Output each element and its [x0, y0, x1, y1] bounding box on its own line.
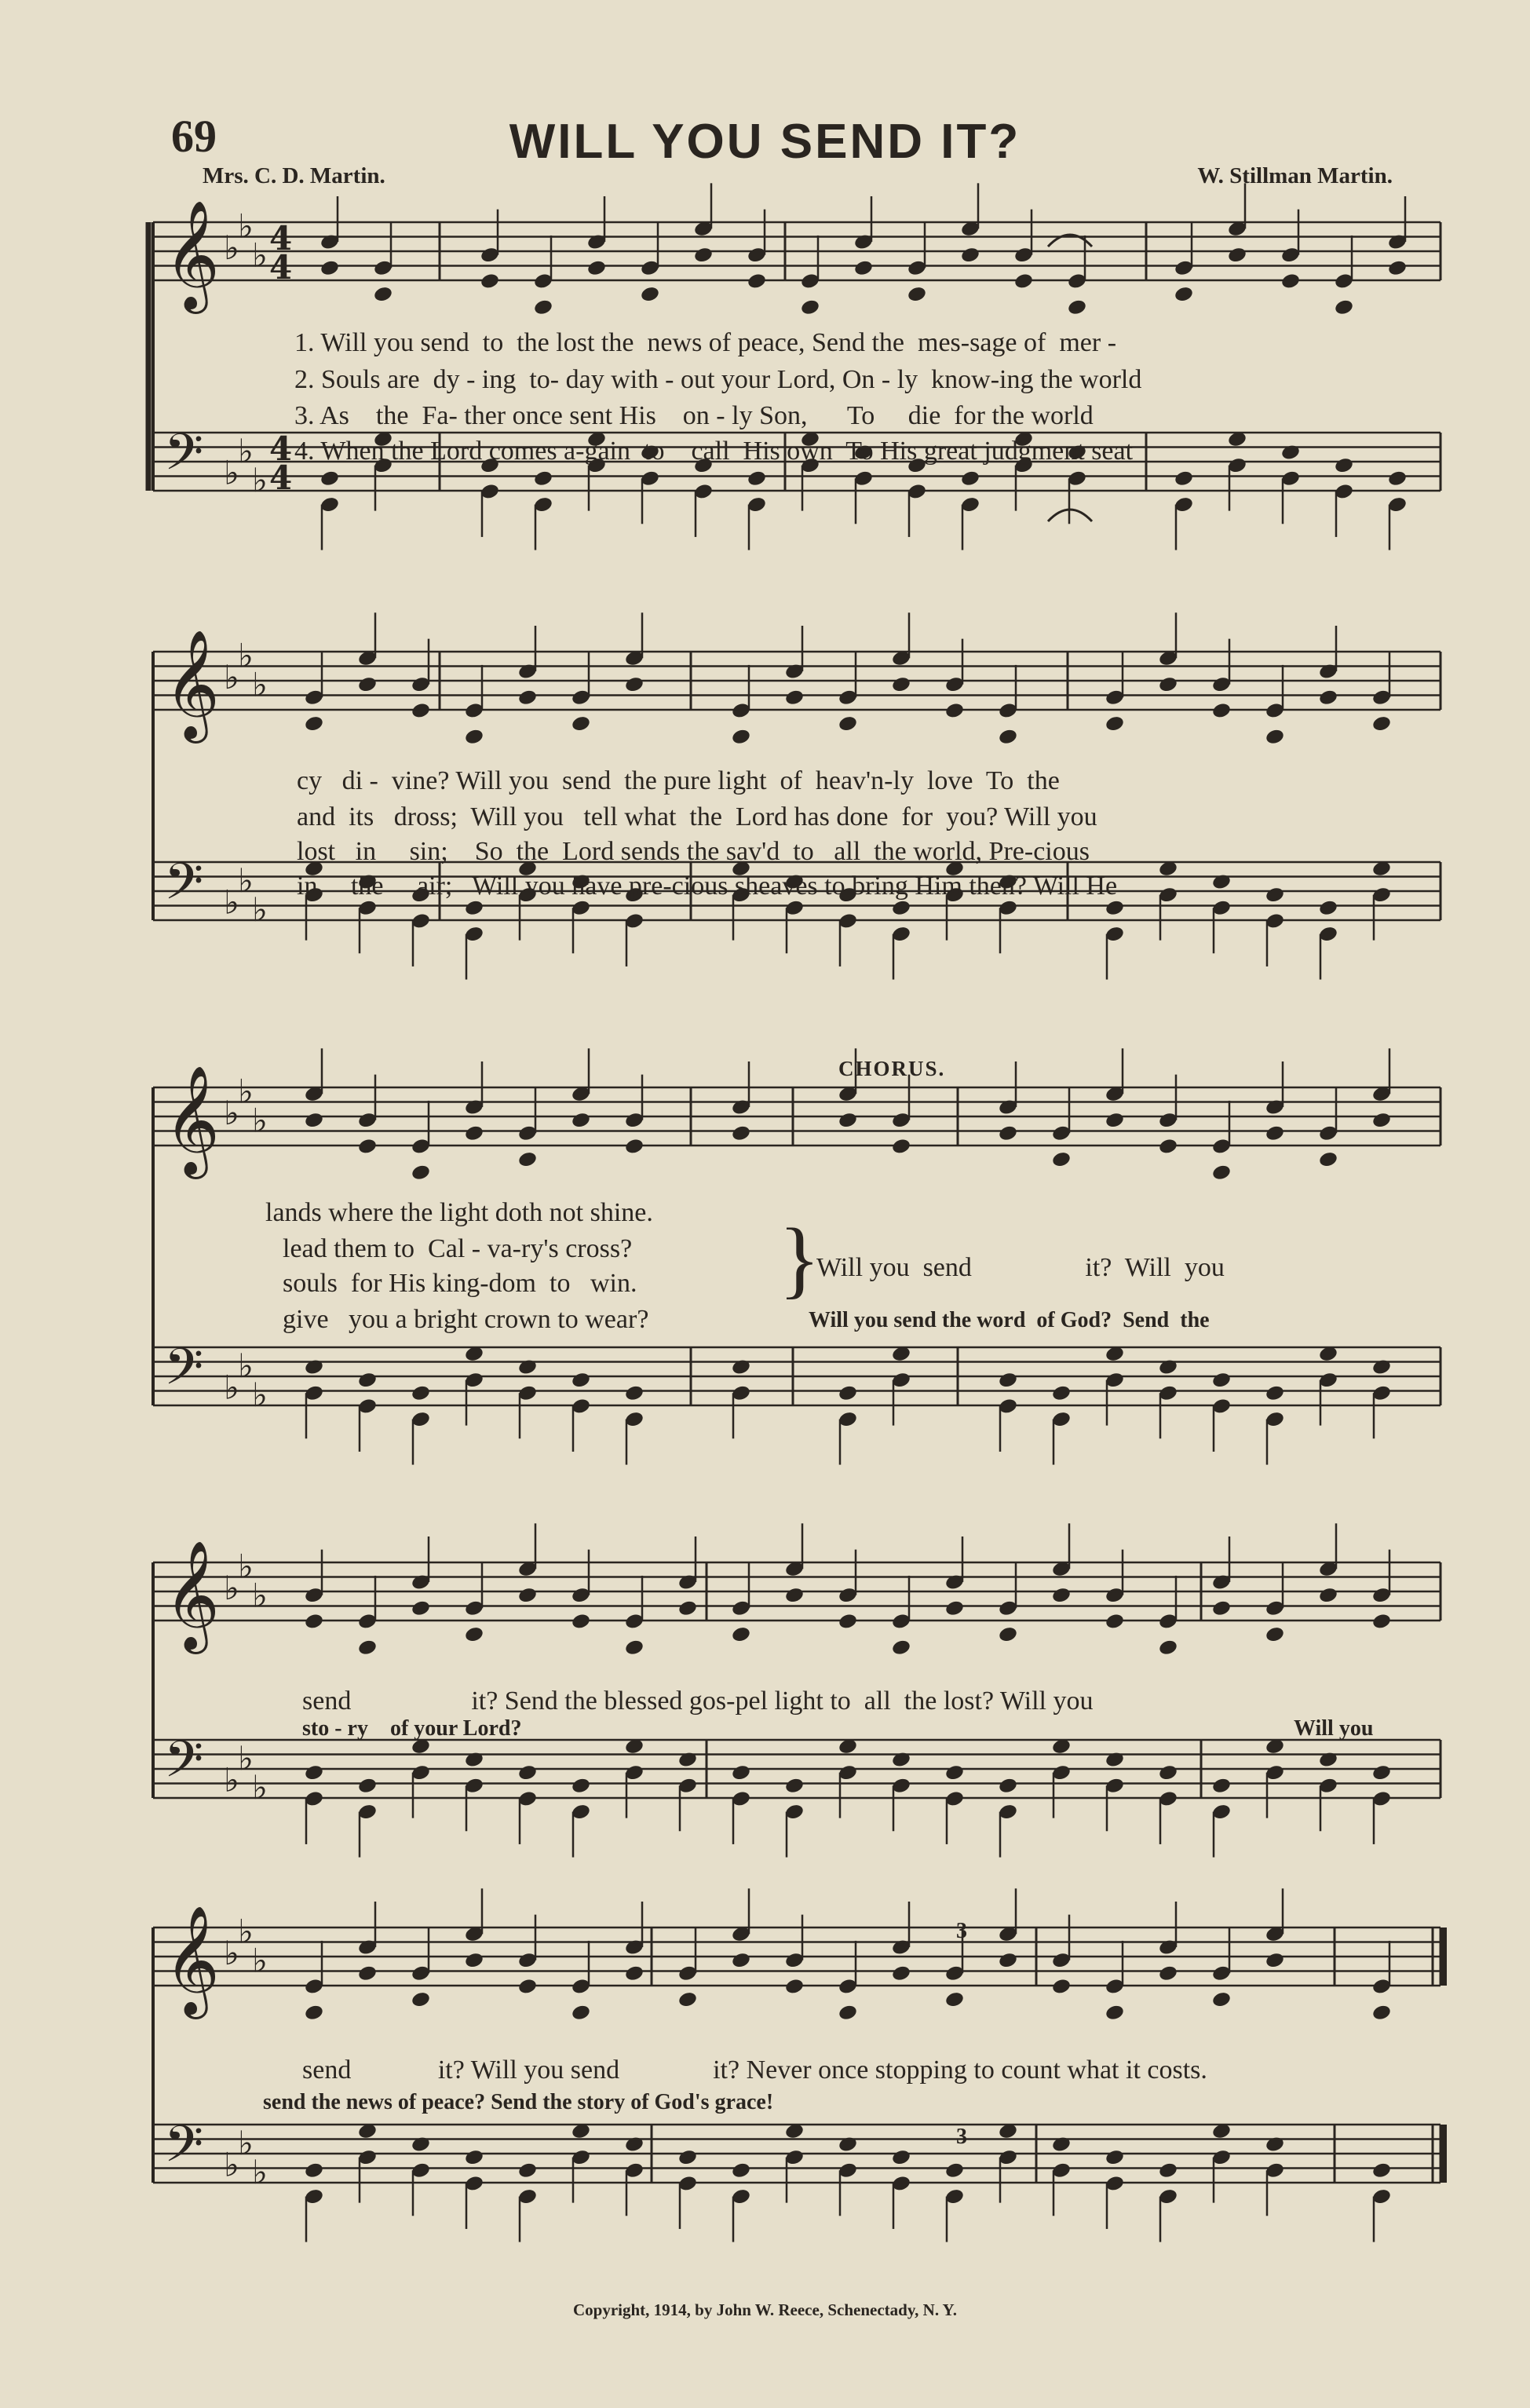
flat-sign: ♭ [252, 236, 268, 275]
notehead [1265, 728, 1285, 746]
notehead [677, 1599, 698, 1617]
notehead [891, 2148, 911, 2166]
flat-sign: ♭ [252, 1576, 268, 1615]
flat-sign: ♭ [252, 890, 268, 929]
flat-sign: ♭ [252, 460, 268, 499]
flat-sign: ♭ [224, 1760, 239, 1800]
hymn-title: WILL YOU SEND IT? [509, 115, 1021, 169]
notehead [944, 2161, 965, 2180]
notehead [1051, 1978, 1072, 1996]
notehead [677, 2148, 698, 2166]
treble-clef: 𝄞 [164, 1540, 220, 1650]
treble-clef: 𝄞 [164, 200, 220, 309]
notehead [304, 1358, 324, 1376]
time-signature: 4 [269, 429, 293, 468]
notehead [677, 1990, 698, 2008]
notehead [838, 2136, 858, 2154]
notehead [891, 1751, 911, 1769]
verse-2-line-3: lead them to Cal - va-ry's cross? [283, 1234, 633, 1263]
notehead [998, 728, 1018, 746]
notehead [998, 1951, 1018, 1969]
notehead [624, 2136, 644, 2154]
verse-3-line-1: 3. As the Fa- ther once sent His on - ly Son, To die for the world [294, 401, 1094, 430]
notehead [1105, 1111, 1125, 1129]
bass-clef: 𝄢 [164, 1338, 204, 1409]
notehead [304, 1111, 324, 1129]
notehead [624, 675, 644, 693]
notehead [1371, 1763, 1392, 1781]
notehead [747, 470, 767, 488]
verse-1-line-2: cy di - vine? Will you send the pure light of heav'n-ly love To the [297, 766, 1060, 795]
notehead [1158, 1763, 1178, 1781]
notehead [800, 298, 820, 316]
notehead [1265, 1951, 1285, 1969]
verse-1-line-3: lands where the light doth not shine. [265, 1198, 653, 1227]
notehead [480, 272, 500, 290]
flat-sign: ♭ [238, 1346, 254, 1385]
notehead [304, 1763, 324, 1781]
notehead [517, 1763, 538, 1781]
bass-clef: 𝄢 [164, 2115, 204, 2187]
notehead [1280, 272, 1301, 290]
notehead [464, 1124, 484, 1142]
notehead [1265, 1625, 1285, 1643]
notehead [533, 298, 553, 316]
notehead [998, 1777, 1018, 1795]
chorus-soprano-line-1: Will you send it? Will you [816, 1253, 1225, 1282]
notehead [1051, 1384, 1072, 1402]
notehead [891, 1138, 911, 1156]
notehead [517, 2161, 538, 2180]
notehead [891, 675, 911, 693]
notehead [907, 285, 927, 303]
notehead [571, 714, 591, 733]
composer-credit: W. Stillman Martin. [1197, 163, 1393, 188]
notehead [357, 1138, 378, 1156]
chorus-soprano-line-3: send it? Will you send it? Never once stopping to count what it costs. [302, 2055, 1207, 2085]
notehead [464, 1951, 484, 1969]
flat-sign: ♭ [238, 1547, 254, 1586]
notehead [731, 1124, 751, 1142]
copyright-notice: Copyright, 1914, by John W. Reece, Schenectady, N. Y. [572, 2300, 958, 2319]
notehead [464, 899, 484, 917]
notehead [944, 1990, 965, 2008]
notehead [1158, 2161, 1178, 2180]
bass-clef: 𝄢 [164, 853, 204, 924]
notehead [1334, 456, 1354, 474]
verse-3-line-3: souls for His king-dom to win. [283, 1269, 637, 1298]
notehead [1105, 899, 1125, 917]
notehead [677, 1751, 698, 1769]
notehead [731, 1358, 751, 1376]
notehead [1158, 1358, 1178, 1376]
notehead [304, 714, 324, 733]
notehead [624, 1384, 644, 1402]
flat-sign: ♭ [252, 1767, 268, 1807]
notehead [517, 1586, 538, 1604]
flat-sign: ♭ [224, 658, 239, 696]
notehead [853, 259, 874, 277]
notehead [1371, 1111, 1392, 1129]
notehead [891, 899, 911, 917]
flat-sign: ♭ [224, 453, 239, 492]
notehead [1318, 689, 1338, 707]
flat-sign: ♭ [224, 1569, 239, 1607]
notehead [304, 2004, 324, 2022]
notehead [960, 470, 980, 488]
notehead [464, 728, 484, 746]
notehead [624, 1639, 644, 1657]
chorus-bass-line-3: send the news of peace? Send the story of God's grace! [263, 2090, 774, 2114]
notehead [517, 689, 538, 707]
notehead [838, 2004, 858, 2022]
flat-sign: ♭ [224, 882, 239, 922]
notehead [838, 1613, 858, 1631]
chorus-soprano-line-2: send it? Send the blessed gos-pel light to all the lost? Will you [302, 1686, 1094, 1716]
notehead [944, 1599, 965, 1617]
notehead [464, 1751, 484, 1769]
flat-sign: ♭ [252, 1101, 268, 1140]
notehead [357, 675, 378, 693]
notehead [1105, 1613, 1125, 1631]
notehead [1051, 2136, 1072, 2154]
notehead [1318, 899, 1338, 917]
notehead [1371, 714, 1392, 733]
flat-sign: ♭ [224, 1368, 239, 1407]
bass-clef: 𝄢 [164, 423, 204, 495]
notehead [1387, 470, 1408, 488]
notehead [586, 259, 607, 277]
notehead [411, 2136, 431, 2154]
notehead [571, 1371, 591, 1389]
notehead [304, 2161, 324, 2180]
flat-sign: ♭ [224, 2145, 239, 2184]
notehead [1318, 1751, 1338, 1769]
notehead [998, 1371, 1018, 1389]
notehead [357, 1639, 378, 1657]
notehead [1318, 1586, 1338, 1604]
notehead [571, 1111, 591, 1129]
notehead [1211, 702, 1232, 720]
notehead [1371, 2004, 1392, 2022]
notehead [1265, 1384, 1285, 1402]
notehead [1211, 1164, 1232, 1182]
time-signature: 4 [269, 219, 293, 258]
notehead [304, 1613, 324, 1631]
notehead [1265, 886, 1285, 904]
flat-sign: ♭ [238, 1072, 254, 1111]
notehead [960, 246, 980, 264]
notehead [1280, 444, 1301, 462]
notehead [624, 1964, 644, 1982]
notehead [784, 1586, 805, 1604]
chorus-bass-line-2-end: Will you [1294, 1716, 1374, 1741]
notehead [571, 2004, 591, 2022]
notehead [1211, 1777, 1232, 1795]
notehead [357, 1964, 378, 1982]
notehead [731, 1763, 751, 1781]
flat-sign: ♭ [252, 665, 268, 704]
notehead [891, 1639, 911, 1657]
notehead [731, 1625, 751, 1643]
notehead [640, 285, 660, 303]
notehead [731, 1951, 751, 1969]
notehead [517, 1150, 538, 1168]
notehead [1265, 2136, 1285, 2154]
notehead [1051, 1586, 1072, 1604]
treble-clef: 𝄞 [164, 1906, 220, 2015]
chorus-bass-line-1: Will you send the word of God? Send the [809, 1308, 1210, 1332]
notehead [998, 1124, 1018, 1142]
notehead [1371, 2161, 1392, 2180]
hymn-number: 69 [171, 111, 217, 162]
notehead [1158, 1138, 1178, 1156]
notehead [320, 259, 340, 277]
notehead [747, 272, 767, 290]
verse-3-line-2: lost in sin; So the Lord sends the sav'd to all the world, Pre-cious [297, 837, 1090, 866]
treble-clef: 𝄞 [164, 1065, 220, 1175]
notehead [1051, 1150, 1072, 1168]
verse-1-line-1: 1. Will you send to the lost the news of peace, Send the mes-sage of mer - [294, 328, 1117, 357]
notehead [411, 1384, 431, 1402]
notehead [1334, 298, 1354, 316]
verse-4-line-1: 4. When the Lord comes a-gain to call His own To His great judgment seat [294, 437, 1134, 466]
notehead [373, 285, 393, 303]
notehead [1211, 1599, 1232, 1617]
notehead [464, 1625, 484, 1643]
notehead [731, 728, 751, 746]
notehead [838, 1111, 858, 1129]
notehead [693, 246, 714, 264]
flat-sign: ♭ [238, 636, 254, 675]
notehead [533, 470, 553, 488]
flat-sign: ♭ [238, 206, 254, 246]
flat-sign: ♭ [252, 1941, 268, 1980]
notehead [1013, 272, 1034, 290]
notehead [1318, 1150, 1338, 1168]
notehead [1227, 246, 1247, 264]
notehead [1265, 1124, 1285, 1142]
verse-2-line-1: 2. Souls are dy - ing to- day with - out your Lord, On - ly know-ing the world [294, 365, 1142, 394]
notehead [784, 1978, 805, 1996]
flat-sign: ♭ [238, 431, 254, 470]
notehead [1371, 1358, 1392, 1376]
notehead [411, 1599, 431, 1617]
notehead [1371, 1613, 1392, 1631]
notehead [838, 1384, 858, 1402]
treble-clef: 𝄞 [164, 630, 220, 739]
notehead [784, 1777, 805, 1795]
notehead [1211, 873, 1232, 891]
notehead [411, 1164, 431, 1182]
notehead [571, 1613, 591, 1631]
notehead [517, 1978, 538, 1996]
notehead [320, 470, 340, 488]
notehead [571, 1777, 591, 1795]
verse-2-line-2: and its dross; Will you tell what the Lord has done for you? Will you [297, 802, 1097, 831]
notehead [1158, 1964, 1178, 1982]
notehead [411, 702, 431, 720]
notehead [464, 2148, 484, 2166]
flat-sign: ♭ [238, 1912, 254, 1951]
notehead [1105, 1751, 1125, 1769]
notehead [517, 1358, 538, 1376]
notehead [1105, 2004, 1125, 2022]
notehead [784, 689, 805, 707]
flat-sign: ♭ [238, 1738, 254, 1778]
flat-sign: ♭ [252, 2152, 268, 2191]
notehead [1105, 2148, 1125, 2166]
flat-sign: ♭ [224, 1094, 239, 1132]
notehead [998, 1625, 1018, 1643]
notehead [838, 714, 858, 733]
notehead [944, 702, 965, 720]
notehead [1174, 285, 1194, 303]
time-signature: 4 [269, 248, 293, 287]
flat-sign: ♭ [224, 1934, 239, 1972]
verse-4-line-3: give you a bright crown to wear? [283, 1305, 649, 1334]
notehead [944, 1763, 965, 1781]
notehead [1067, 298, 1087, 316]
flat-sign: ♭ [252, 1375, 268, 1414]
notehead [1211, 1990, 1232, 2008]
chorus-bass-line-2: sto - ry of your Lord? [302, 1716, 522, 1741]
notehead [624, 1138, 644, 1156]
notehead [731, 2161, 751, 2180]
flat-sign: ♭ [224, 228, 239, 267]
notehead [1105, 714, 1125, 733]
notehead [357, 1777, 378, 1795]
flat-sign: ♭ [238, 861, 254, 900]
notehead [411, 1990, 431, 2008]
notehead [1158, 1639, 1178, 1657]
notehead [1158, 675, 1178, 693]
notehead [1387, 259, 1408, 277]
triplet-mark-treble: 3 [956, 1919, 967, 1943]
verse-brace: } [779, 1211, 820, 1306]
triplet-mark-bass: 3 [956, 2125, 967, 2149]
notehead [357, 1371, 378, 1389]
bass-clef: 𝄢 [164, 1730, 204, 1802]
notehead [891, 1964, 911, 1982]
flat-sign: ♭ [238, 2123, 254, 2162]
time-signature: 4 [269, 459, 293, 497]
chorus-label: CHORUS. [838, 1057, 946, 1080]
notehead [1211, 1371, 1232, 1389]
verse-4-line-2: in the air; Will you have pre-cious sheaves to bring Him then? Will He [297, 871, 1118, 901]
notehead [1174, 470, 1194, 488]
lyricist-credit: Mrs. C. D. Martin. [203, 163, 385, 188]
